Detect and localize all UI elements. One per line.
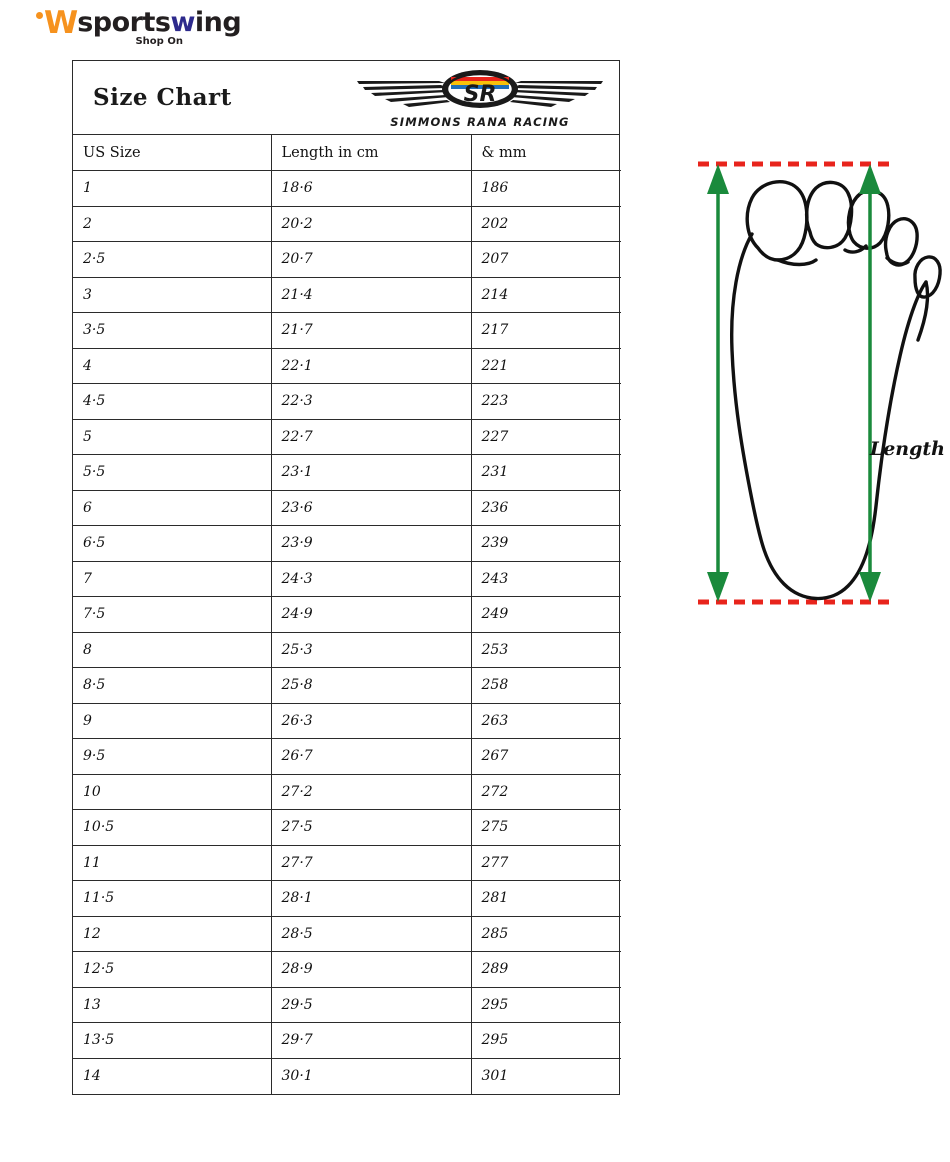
cell-length-cm: 26·7 — [271, 739, 471, 775]
cell-length-cm: 22·3 — [271, 384, 471, 420]
cell-length-cm: 23·6 — [271, 490, 471, 526]
table-row — [73, 632, 621, 668]
cell-us-size: 2·5 — [73, 242, 271, 278]
simmons-rana-racing-logo — [355, 65, 605, 131]
cell-us-size: 13·5 — [73, 1023, 271, 1059]
cell-length-mm: 267 — [471, 739, 621, 775]
cell-length-cm: 26·3 — [271, 703, 471, 739]
table-row — [73, 987, 621, 1023]
cell-us-size: 14 — [73, 1058, 271, 1094]
size-chart-header — [73, 61, 619, 135]
cell-length-mm: 277 — [471, 845, 621, 881]
logo-dot-icon — [36, 12, 43, 19]
cell-length-cm: 23·1 — [271, 455, 471, 491]
cell-length-cm: 28·5 — [271, 916, 471, 952]
cell-us-size: 5·5 — [73, 455, 271, 491]
logo-monogram-text: SR — [463, 82, 497, 107]
cell-us-size: 6 — [73, 490, 271, 526]
table-row — [73, 242, 621, 278]
cell-length-cm: 28·9 — [271, 952, 471, 988]
cell-length-mm: 275 — [471, 810, 621, 846]
cell-length-cm: 21·4 — [271, 277, 471, 313]
cell-us-size: 4·5 — [73, 384, 271, 420]
table-row — [73, 952, 621, 988]
cell-length-cm: 25·8 — [271, 668, 471, 704]
cell-us-size: 9 — [73, 703, 271, 739]
cell-us-size: 11 — [73, 845, 271, 881]
logo-text-block — [77, 8, 241, 48]
cell-length-mm: 227 — [471, 419, 621, 455]
table-row — [73, 455, 621, 491]
cell-us-size: 9·5 — [73, 739, 271, 775]
cell-length-mm: 301 — [471, 1058, 621, 1094]
cell-us-size: 11·5 — [73, 881, 271, 917]
cell-length-mm: 221 — [471, 348, 621, 384]
length-arrow-left — [707, 164, 729, 602]
cell-us-size: 10·5 — [73, 810, 271, 846]
cell-length-mm: 285 — [471, 916, 621, 952]
length-label: Length — [869, 438, 945, 460]
logo-caption: SIMMONS RANA RACING — [390, 115, 570, 129]
table-row — [73, 206, 621, 242]
column-header-us-size: US Size — [73, 135, 271, 171]
cell-length-cm: 27·7 — [271, 845, 471, 881]
size-chart-panel — [72, 60, 620, 1095]
table-row — [73, 526, 621, 562]
cell-length-cm: 20·2 — [271, 206, 471, 242]
cell-us-size: 6·5 — [73, 526, 271, 562]
cell-length-cm: 24·9 — [271, 597, 471, 633]
table-row — [73, 668, 621, 704]
cell-us-size: 7 — [73, 561, 271, 597]
table-row — [73, 774, 621, 810]
page-title: Size Chart — [93, 84, 232, 111]
table-row — [73, 171, 621, 207]
cell-length-mm: 217 — [471, 313, 621, 349]
cell-us-size: 8·5 — [73, 668, 271, 704]
logo-wordmark — [77, 8, 241, 38]
table-row — [73, 277, 621, 313]
cell-length-mm: 236 — [471, 490, 621, 526]
cell-length-cm: 20·7 — [271, 242, 471, 278]
site-logo[interactable] — [36, 5, 242, 48]
size-chart-table-body — [73, 135, 621, 1094]
table-row — [73, 1023, 621, 1059]
cell-length-cm: 28·1 — [271, 881, 471, 917]
size-chart-table — [73, 135, 621, 1094]
logo-word-ing: ing — [194, 7, 242, 38]
table-row — [73, 845, 621, 881]
table-row — [73, 739, 621, 775]
length-arrow-right — [859, 164, 881, 602]
cell-length-cm: 22·7 — [271, 419, 471, 455]
logo-tagline: Shop On — [135, 36, 183, 47]
cell-length-cm: 24·3 — [271, 561, 471, 597]
cell-us-size: 7·5 — [73, 597, 271, 633]
cell-us-size: 1 — [73, 171, 271, 207]
foot-diagram-icon — [680, 150, 945, 640]
table-row — [73, 881, 621, 917]
table-row — [73, 419, 621, 455]
cell-us-size: 2 — [73, 206, 271, 242]
cell-length-mm: 186 — [471, 171, 621, 207]
table-row — [73, 561, 621, 597]
table-row — [73, 597, 621, 633]
winged-sr-logo-icon — [355, 65, 605, 117]
foot-measurement-diagram — [680, 150, 945, 640]
cell-length-cm: 27·5 — [271, 810, 471, 846]
cell-length-cm: 25·3 — [271, 632, 471, 668]
table-row — [73, 916, 621, 952]
cell-length-mm: 239 — [471, 526, 621, 562]
cell-length-cm: 23·9 — [271, 526, 471, 562]
logo-word-sports: sports — [77, 7, 171, 38]
cell-us-size: 4 — [73, 348, 271, 384]
table-row — [73, 490, 621, 526]
cell-length-mm: 295 — [471, 987, 621, 1023]
column-header-length-cm: Length in cm — [271, 135, 471, 171]
cell-length-cm: 22·1 — [271, 348, 471, 384]
cell-us-size: 13 — [73, 987, 271, 1023]
cell-us-size: 10 — [73, 774, 271, 810]
cell-length-cm: 29·7 — [271, 1023, 471, 1059]
logo-word-w: w — [170, 7, 195, 38]
cell-us-size: 5 — [73, 419, 271, 455]
cell-us-size: 3 — [73, 277, 271, 313]
table-row — [73, 313, 621, 349]
cell-length-mm: 223 — [471, 384, 621, 420]
cell-length-mm: 281 — [471, 881, 621, 917]
cell-length-mm: 289 — [471, 952, 621, 988]
table-header-row — [73, 135, 621, 171]
cell-length-mm: 263 — [471, 703, 621, 739]
cell-length-mm: 207 — [471, 242, 621, 278]
cell-length-cm: 30·1 — [271, 1058, 471, 1094]
cell-length-mm: 202 — [471, 206, 621, 242]
cell-length-mm: 231 — [471, 455, 621, 491]
cell-length-mm: 243 — [471, 561, 621, 597]
table-row — [73, 810, 621, 846]
cell-length-mm: 214 — [471, 277, 621, 313]
logo-w-mark: W — [44, 5, 78, 41]
cell-us-size: 8 — [73, 632, 271, 668]
cell-length-cm: 21·7 — [271, 313, 471, 349]
cell-length-mm: 249 — [471, 597, 621, 633]
cell-length-mm: 258 — [471, 668, 621, 704]
cell-length-cm: 27·2 — [271, 774, 471, 810]
cell-us-size: 12 — [73, 916, 271, 952]
table-row — [73, 348, 621, 384]
cell-us-size: 3·5 — [73, 313, 271, 349]
cell-length-mm: 295 — [471, 1023, 621, 1059]
cell-length-cm: 18·6 — [271, 171, 471, 207]
cell-length-cm: 29·5 — [271, 987, 471, 1023]
table-row — [73, 384, 621, 420]
column-header-length-mm: & mm — [471, 135, 621, 171]
table-row — [73, 1058, 621, 1094]
foot-outline — [732, 182, 940, 599]
cell-us-size: 12·5 — [73, 952, 271, 988]
table-row — [73, 703, 621, 739]
cell-length-mm: 253 — [471, 632, 621, 668]
cell-length-mm: 272 — [471, 774, 621, 810]
